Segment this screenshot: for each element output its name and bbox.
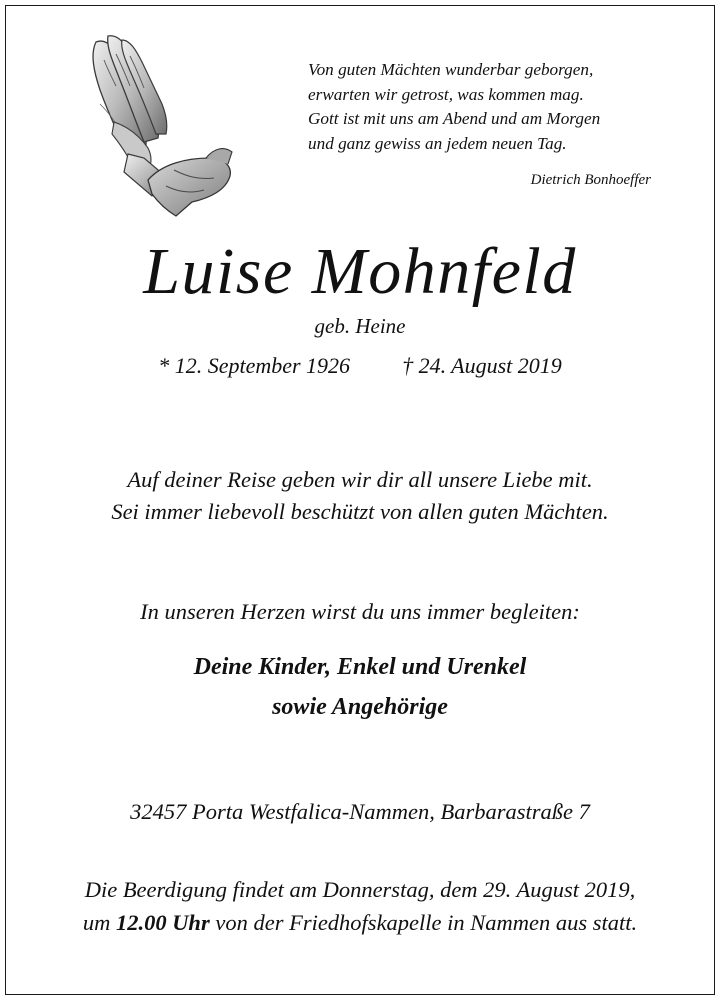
quote-line: und ganz gewiss an jedem neuen Tag. — [308, 133, 567, 153]
funeral-line-1: Die Beerdigung findet am Donnerstag, dem 29. August 2019, — [84, 877, 636, 902]
farewell-wish — [5, 464, 715, 528]
quote-line: Gott ist mit uns am Abend und am Morgen — [308, 109, 601, 128]
funeral-line-2 — [5, 906, 715, 939]
wish-line: Auf deiner Reise geben wir dir all unsere Liebe mit. — [127, 467, 593, 492]
wish-line: Sei immer liebevoll beschützt von allen guten Mächten. — [111, 499, 609, 524]
quote-line: Von guten Mächten wunderbar geborgen, — [308, 60, 594, 79]
praying-hands-icon — [78, 30, 238, 220]
address: 32457 Porta Westfalica-Nammen, Barbarastraße 7 — [130, 799, 590, 824]
quote-author: Dietrich Bonhoeffer — [530, 172, 651, 188]
funeral-time: 12.00 Uhr — [115, 910, 210, 935]
funeral-suffix: von der Friedhofskapelle in Nammen aus statt. — [209, 910, 638, 935]
mourners-line: Deine Kinder, Enkel und Urenkel — [193, 654, 527, 680]
death-date: † 24. August 2019 — [402, 353, 562, 378]
maiden-name: geb. Heine — [314, 314, 406, 338]
deceased-name: Luise Mohnfeld — [143, 235, 577, 308]
mourners-line: sowie Angehörige — [272, 694, 448, 720]
birth-date: * 12. September 1926 — [158, 353, 351, 378]
quote-line: erwarten wir getrost, was kommen mag. — [308, 84, 584, 104]
mourners-block — [5, 647, 715, 727]
funeral-notice — [5, 873, 715, 939]
funeral-prefix: um — [82, 910, 116, 935]
life-dates — [5, 351, 715, 381]
hearts-line: In unseren Herzen wirst du uns immer begleiten: — [140, 599, 580, 624]
bonhoeffer-quote — [308, 58, 668, 156]
